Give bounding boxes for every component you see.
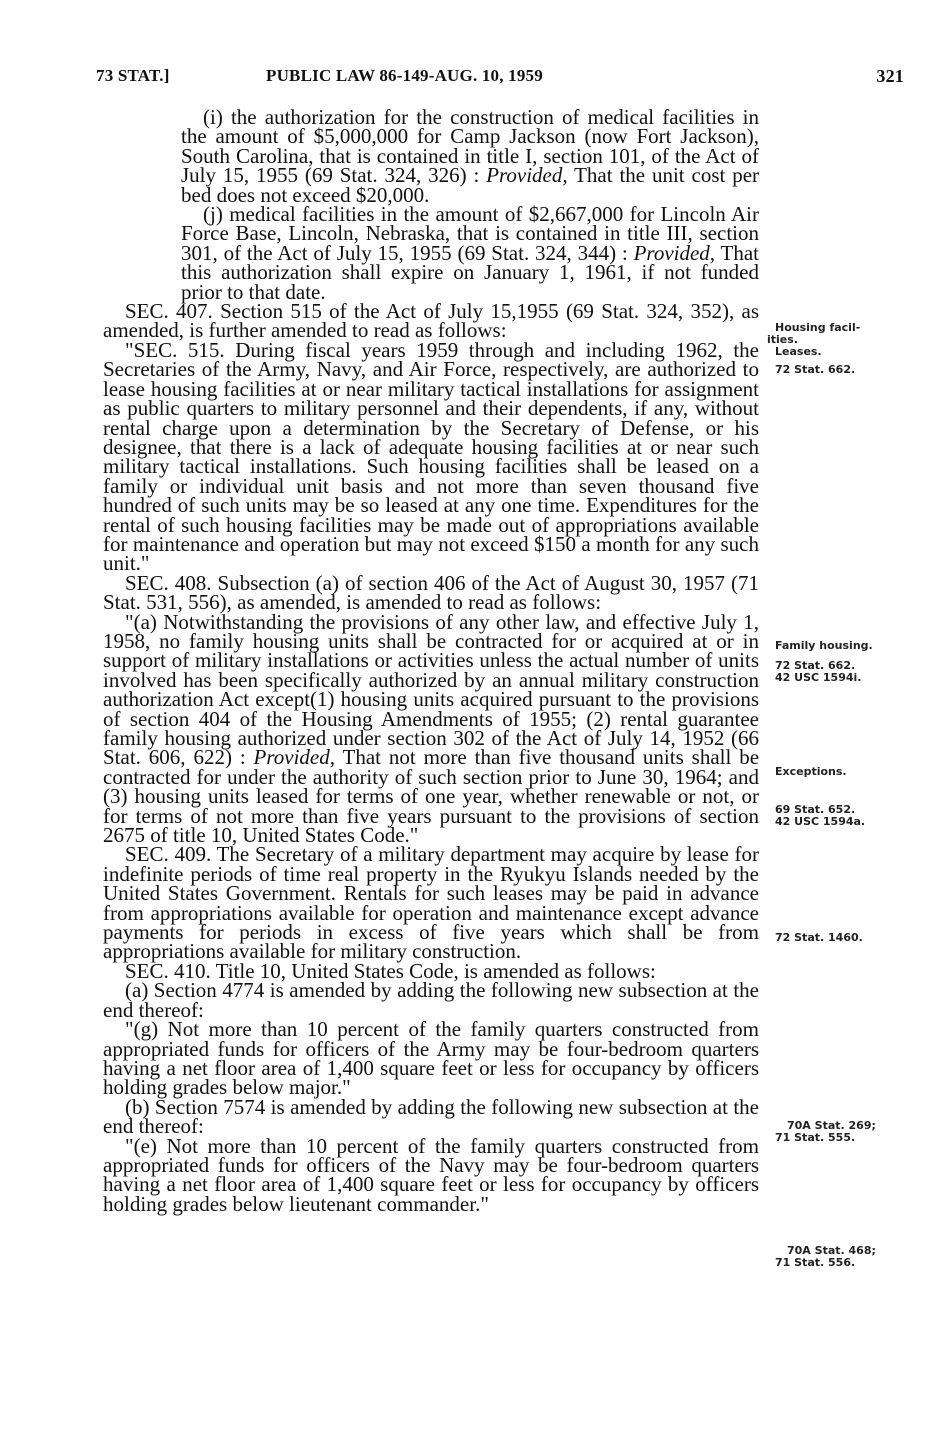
margin-note-stat-468-line1: 70A Stat. 468; xyxy=(787,1244,876,1257)
paragraph-j-tail: That this authorization shall expire on January 1, 1961, if not funded prior to that date. xyxy=(181,240,759,304)
section-410-b: (b) Section 7574 is amended by adding the following new subsection at the end thereof: xyxy=(103,1094,759,1139)
section-407: SEC. 407. Section 515 of the Act of July 15,1955 (69 Stat. 324, 352), as amended, is further amended to read as follows: xyxy=(103,299,759,343)
margin-note-stat-468-line2: 71 Stat. 556. xyxy=(775,1256,856,1269)
margin-note-housing-facilities-line1: Housing facil- xyxy=(775,321,861,334)
section-410-g-quote: "(g) Not more than 10 percent of the family quarters constructed from appropriated funds for officers of the Army may be four-bedroom quarters having a net floor area of 1,400 square feet or less for occupancy by officers holding grades below major." xyxy=(103,1017,759,1100)
section-515-quote: "SEC. 515. During fiscal years 1959 through and including 1962, the Secretaries of the Army, Navy, and Air Force, respectively, are authorized to lease housing facilities at or near military tactical installations for assignment as public quarters to military personnel and their dependents, if any, without rental charge upon a determination by the Secretary of Defense, or his designee, that there is a lack of adequate housing facilities at or near such military tactical installations. Such housing facilities shall be leased on a family or individual unit basis and not more than seven thousand five hundred of such units may be so leased at any one time. Expenditures for the rental of such housing facilities may be made out of appropriations available for maintenance and operation but may not exceed $150 a month for any such unit." xyxy=(103,337,759,576)
paragraph-i-label: (i) xyxy=(203,105,223,129)
margin-note-stat-662-b: 72 Stat. 662. xyxy=(775,659,856,672)
margin-note-housing-facilities xyxy=(767,321,925,346)
section-410-a: (a) Section 4774 is amended by adding the following new subsection at the end thereof: xyxy=(103,978,759,1022)
margin-note-usc-1594i: 42 USC 1594i. xyxy=(775,671,862,684)
margin-note-stat-1460: 72 Stat. 1460. xyxy=(775,931,863,944)
law-title-header: PUBLIC LAW 86-149-AUG. 10, 1959 xyxy=(266,66,543,85)
paragraph-j-label: (j) xyxy=(203,202,223,227)
section-408a-tail: That not more than five thousand units shall be contracted for under the authority of such section prior to June 30, 1964; and (3) housing units leased for terms of one year, whether renewable or not, or for terms of not more than five years pursuant to the provisions of section 2675 of title 10, United States Code." xyxy=(103,745,760,848)
page-header xyxy=(96,66,904,94)
section-408-subsection-a xyxy=(103,609,760,848)
margin-note-usc-1594a: 42 USC 1594a. xyxy=(775,815,866,828)
margin-note-housing-facilities-line2: ities. xyxy=(767,333,798,346)
paragraph-j xyxy=(181,202,759,304)
margin-note-exceptions: Exceptions. xyxy=(775,765,847,778)
section-408a-text: "(a) Notwithstanding the provisions of any other law, and effective July 1, 1958, no family housing units shall be contracted for or acquired at or in support of military installations or activities unless the actual number of units involved has been specifically authorized by an annual military construction authorization Act except(1) housing units acquired pursuant to the provisions of section 404 of the Housing Amendments of 1955; (2) rental guarantee family housing authorized under section 302 of the Act of July 14, 1952 (66 Stat. 606, 622) : xyxy=(103,609,759,770)
section-409: SEC. 409. The Secretary of a military department may acquire by lease for indefinite periods of time real property in the Ryukyu Islands needed by the United States Government. Rentals for such leases may be paid in advance from appropriations available for operation and maintenance except advance payments for periods in excess of five years which shall be from appropriations available for military construction. xyxy=(103,842,759,964)
paragraph-i-provided: Provided, xyxy=(486,163,568,188)
section-410: SEC. 410. Title 10, United States Code, is amended as follows: xyxy=(125,958,656,983)
margin-note-stat-269 xyxy=(775,1120,925,1144)
margin-note-stat-269-line2: 71 Stat. 555. xyxy=(775,1131,856,1144)
margin-note-stat-662-a: 72 Stat. 662. xyxy=(775,363,856,376)
paragraph-j-text: medical facilities in the amount of $2,667,000 for Lincoln Air Force Base, Lincoln, Nebraska, that is contained in title III, section 301, of the Act of July 15, 1955 (69 Stat. 324, 344) : xyxy=(181,202,759,265)
section-410-e-quote: "(e) Not more than 10 percent of the family quarters constructed from appropriated funds for officers of the Navy may be four-bedroom quarters having a net floor area of 1,400 square feet or less for occupancy by officers holding grades below lieutenant commander." xyxy=(103,1133,759,1216)
margin-note-stat-269-line1: 70A Stat. 269; xyxy=(787,1119,876,1132)
paragraph-i-text: the authorization for the construction of medical facilities in the amount of $5,000,000 for Camp Jackson (now Fort Jackson), South Carolina, that is contained in title I, section 101, of the Act of July 15, 1955 (69 Stat. 324, 326) : xyxy=(181,105,760,188)
document-body xyxy=(103,105,760,1216)
paragraph-j-provided: Provided, xyxy=(633,240,716,265)
margin-note-family-housing: Family housing. xyxy=(775,639,873,652)
paragraph-i xyxy=(181,105,760,207)
section-408a-provided: Provided, xyxy=(253,745,335,770)
margin-note-leases: Leases. xyxy=(775,345,822,358)
section-408: SEC. 408. Subsection (a) of section 406 of the Act of August 30, 1957 (71 Stat. 531, 556), as amended, is amended to read as follows: xyxy=(103,570,759,615)
page-number: 321 xyxy=(876,66,904,86)
stat-volume-header: 73 STAT.] xyxy=(96,66,170,85)
margin-note-stat-652: 69 Stat. 652. xyxy=(775,803,856,816)
paragraph-i-tail: That the unit cost per bed does not exceed $20,000. xyxy=(181,163,760,207)
margin-note-stat-468 xyxy=(775,1245,925,1269)
